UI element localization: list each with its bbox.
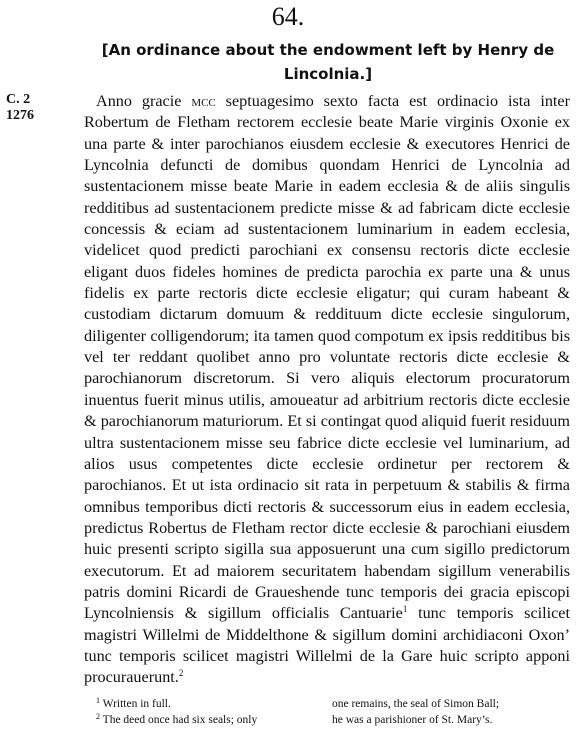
footnote-1-text: Written in full. xyxy=(102,698,171,710)
footnote-1-marker: 1 xyxy=(96,696,100,705)
margin-note-charter: C. 2 xyxy=(6,92,31,107)
footnote-ref-1: 1 xyxy=(402,604,408,615)
footnotes-left-column xyxy=(96,696,322,728)
footnote-2-marker: 2 xyxy=(96,712,100,721)
margin-note xyxy=(6,92,46,124)
footnote-1 xyxy=(96,696,322,712)
footnotes xyxy=(96,696,570,728)
footnote-2-text-a: The deed once had six seals; only xyxy=(102,714,258,726)
section-heading: [An ordinance about the endowment left by Henry de Lincolnia.] xyxy=(101,41,555,83)
footnote-ref-2: 2 xyxy=(178,668,184,679)
margin-note-year: 1276 xyxy=(6,108,34,123)
body-start: Anno gracie xyxy=(96,92,182,110)
footnote-2-text-b: one remains, the seal of Simon Ball; xyxy=(332,698,500,710)
footnotes-right-column xyxy=(332,696,570,728)
roman-numeral-year: mcc xyxy=(191,92,216,110)
page-number: 64. xyxy=(271,2,305,31)
body-part-1: septuagesimo sexto facta est ordinacio ista inter Robertum de Fletham rectorem ecclesie beate Marie virginis Oxonie ex una parte & inter parochianos eiusdem ecclesie & executores Henrici de Lyncolnia defuncti de domibus quondam Henrici de Lyncolnia ad sustentacionem misse beate Marie in eadem ecclesia & de aliis singulis redditibus ad sustentacionem predicte misse & ad fabricam dicte ecclesie concessis & eciam ad sustentacionem luminarium in eadem ecclesia, videlicet quod predicti parochiani ex consensu rectoris dicte ecclesie eligant duos fideles homines de predicta parochia ex parte una & unus fidelis ex parte rectoris dicte ecclesie eligatur; qui curam habeant & custodiam dictarum domuum & reddituum dicte ecclesie singulorum, diligenter colligendorum; ita tamen quod compotum ex ipsis redditibus bis vel ter reddant quolibet anno pro voluntate rectoris dicte ecclesie & parochianorum discretorum. Si vero aliquis electorum procuratorum inuentus fuerit minus utilis, amoueatur ad arbitrium rectoris dicte ecclesie & parochianorum maturiorum. Et si contingat quod aliquid fuerit residuum ultra sustentacionem misse seu fabrice dicte ecclesie vel luminarium, ad alios usus competentes dicte ecclesie ordinetur per rectorem & parochianos. Et ut ista ordinacio sit rata in perpetuum & stabilis & firma omnibus temporibus dicti rectoris & successorum eius in eadem ecclesia, predictus Robertus de Fletham rector dicte ecclesie & parochiani eiusdem huic presenti scripto sigilla sua apposuerunt una cum sigillo predictorum executorum. Et ad maiorem securitatem habendam sigillum venerabilis patris domini Ricardi de Graueshende tunc temporis dei gracia episcopi Lyncolniensis & sigillum officialis Cantuarie xyxy=(84,92,571,623)
footnote-2-text-c: he was a parishioner of St. Mary’s. xyxy=(332,714,493,726)
ordinance-text xyxy=(84,91,570,689)
footnote-2-start xyxy=(96,712,322,728)
body-part-2: tunc temporis scilicet magistri Willelmi de Middelthone & sigillum domini archidiaconi Oxon’ tunc temporis scilicet magistri Willelmi de la Gare huic scripto apponi procurauerunt. xyxy=(84,604,570,687)
